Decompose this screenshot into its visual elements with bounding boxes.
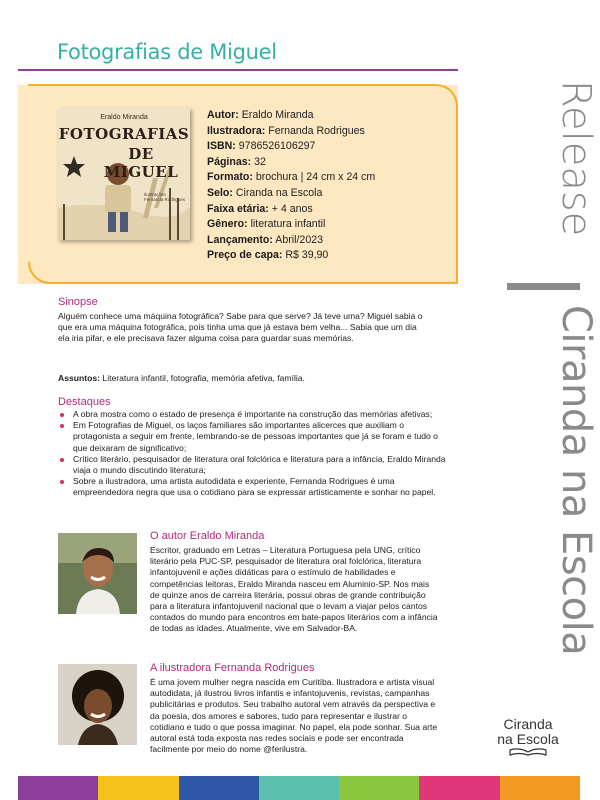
stripe xyxy=(98,776,178,800)
footer-color-stripes xyxy=(18,776,580,800)
open-book-icon xyxy=(508,748,548,756)
author-title: O autor Eraldo Miranda xyxy=(150,530,265,542)
illustrator-title: A ilustradora Fernanda Rodrigues xyxy=(150,662,315,674)
logo-line1: Ciranda xyxy=(503,716,553,732)
subjects-value: Literatura infantil, fotografia, memória afetiva, família. xyxy=(100,373,305,383)
spec-row xyxy=(207,139,375,155)
spec-value: 9786526106297 xyxy=(235,140,316,153)
title-rule xyxy=(18,69,458,71)
ciranda-logo xyxy=(488,717,568,756)
spec-key: Formato: xyxy=(207,171,253,184)
side-release-label: Release xyxy=(553,80,599,237)
spec-row xyxy=(207,170,375,186)
illustrator-bio: É uma jovem mulher negra nascida em Curitiba. Ilustradora e artista visual autodidata, já ilustrou livros infantis e infantojuvenis, revistas, campanhas publicitárias e produtos. Seu trabalho autoral vem através da perspectiva e da poesia, dos amores e sabores, tudo para representar e ilustrar o cotidiano e tudo o que possa imaginar. No papel, ela pode sonhar. Sua arte autoral está toda exposta nas redes sociais e pode ser encontrada facilmente por meio do nome @ferilustra. xyxy=(150,677,438,755)
spec-key: Autor: xyxy=(207,109,239,121)
destaques-list xyxy=(58,409,448,499)
cover-illustrator-label: Ilustrações xyxy=(144,192,166,197)
cover-title-line1: FOTOGRAFIAS xyxy=(58,125,190,143)
destaques-title: Destaques xyxy=(58,396,111,408)
cover-author: Eraldo Miranda xyxy=(100,114,148,121)
sinopse-text: Alguém conhece uma máquina fotográfica? Sabe para que serve? Já teve uma? Miguel sabia o que era uma máquina fotográfica, pois tinha uma que já estava bem velha... Sabia que um dia ela iria pifar, e ele precisava fazer alguma coisa para guardar suas memórias. xyxy=(58,311,423,344)
stripe xyxy=(500,776,580,800)
spec-value: 32 xyxy=(251,155,266,168)
spec-row xyxy=(207,233,375,249)
list-item: Em Fotografias de Miguel, os laços familiares são importantes alicerces que auxiliam o protagonista a seguir em frente, lembrando-se de pessoas importantes que já se foram e tudo o que deixaram de significativo; xyxy=(58,420,448,454)
spec-row xyxy=(207,202,375,218)
spec-value: Fernanda Rodrigues xyxy=(265,124,365,137)
spec-value: Eraldo Miranda xyxy=(238,109,314,121)
spec-row xyxy=(207,217,375,233)
author-bio: Escritor, graduado em Letras – Literatura Portuguesa pela UNG, crítico literário pela PUC-SP, pesquisador de literatura oral folclórica, literatura infantojuvenil e ações didáticas para o estímulo de habilidades e competências leitoras, Eraldo Miranda nasceu em Aluminio-SP. Nos mais de quinze anos de carreira literária, possui obras de grande contribuição para a literatura infantojuvenil nacional que o levam a viajar pelos cantos contados do mundo para encontros em bate-papos literários com a infância de todas as idades. Atualmente, vive em Salvador-BA. xyxy=(150,545,438,634)
list-item: A obra mostra como o estado de presença é importante na construção das memórias afetivas; xyxy=(58,409,448,420)
spec-row xyxy=(207,248,375,264)
list-item: Sobre a ilustradora, uma artista autodidata e experiente, Fernanda Rodrigues é uma empreendedora negra que usa o cotidiano para se expressar artisticamente e sonhar no papel. xyxy=(58,476,448,498)
spec-key: Lançamento: xyxy=(207,233,273,246)
side-brand-label: Ciranda na Escola xyxy=(553,305,599,656)
stripe xyxy=(179,776,259,800)
spec-row xyxy=(207,124,375,140)
spec-row xyxy=(207,108,375,124)
subjects-line xyxy=(58,373,448,384)
spec-key: Faixa etária: xyxy=(207,202,269,215)
spec-value: Abril/2023 xyxy=(272,233,323,246)
side-separator xyxy=(507,283,580,290)
list-item: Crítico literário, pesquisador de literatura oral folclórica e literatura para a infância, Eraldo Miranda viaja o mundo discutindo literatura; xyxy=(58,454,448,476)
stripe xyxy=(18,776,98,800)
spec-key: ISBN: xyxy=(207,140,236,153)
stripe xyxy=(339,776,419,800)
illustrator-photo xyxy=(58,664,137,745)
spec-key: Páginas: xyxy=(207,155,252,168)
cover-illustrator xyxy=(144,192,188,202)
stripe xyxy=(419,776,499,800)
spec-value: Ciranda na Escola xyxy=(232,186,323,199)
cover-title-line2: DE MIGUEL xyxy=(103,145,179,181)
page-title: Fotografias de Miguel xyxy=(57,40,277,64)
spec-key: Gênero: xyxy=(207,218,248,231)
book-cover xyxy=(58,108,190,240)
cover-illustrator-name: Fernanda Rodrigues xyxy=(144,197,186,202)
spec-key: Ilustradora: xyxy=(207,124,266,137)
author-photo xyxy=(58,533,137,614)
spec-value: brochura | 24 cm x 24 cm xyxy=(252,171,376,184)
spec-value: R$ 39,90 xyxy=(282,249,329,262)
spec-row xyxy=(207,186,375,202)
spec-value: + 4 anos xyxy=(268,202,313,215)
spec-key: Preço de capa: xyxy=(207,249,283,262)
stripe xyxy=(259,776,339,800)
sinopse-title: Sinopse xyxy=(58,296,98,308)
book-specs xyxy=(207,108,375,264)
logo-line2: na Escola xyxy=(497,731,559,747)
subjects-label: Assuntos: xyxy=(58,373,101,383)
spec-key: Selo: xyxy=(207,186,233,199)
spec-row xyxy=(207,155,375,171)
spec-value: literatura infantil xyxy=(247,218,326,231)
